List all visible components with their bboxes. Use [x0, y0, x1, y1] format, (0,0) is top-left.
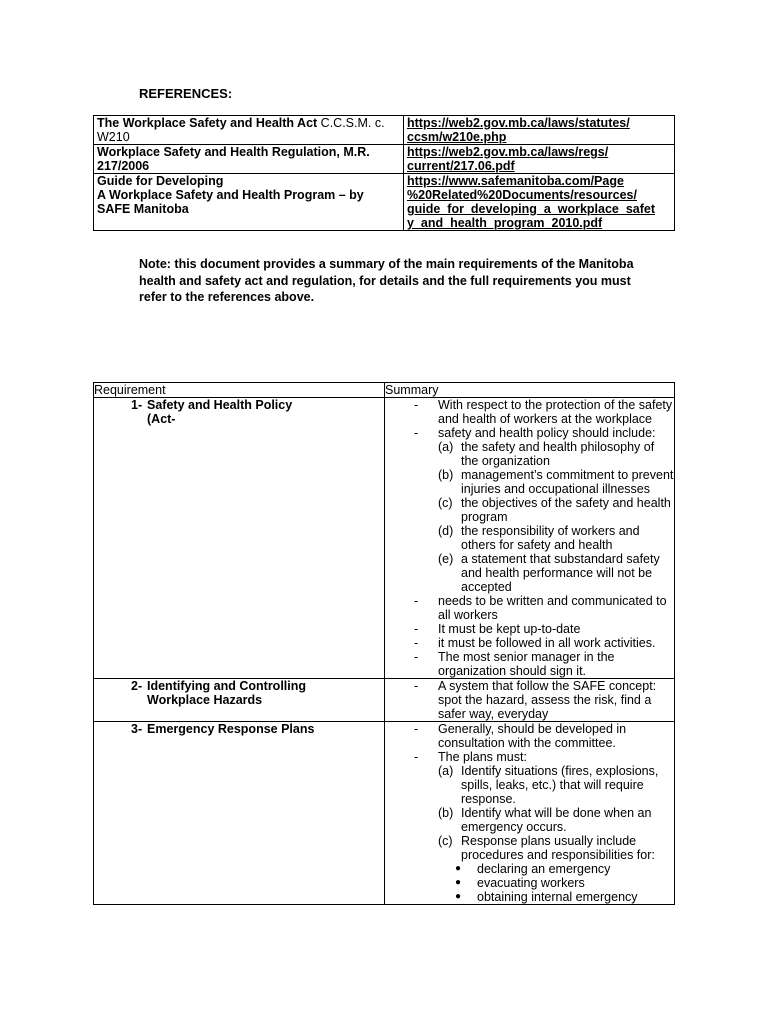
bullet-icon: ● [455, 863, 462, 874]
requirement-number: 1- [131, 398, 143, 412]
list-item: - safety and health policy should include: [414, 426, 656, 440]
header-summary: Summary [385, 383, 675, 398]
header-requirement: Requirement [94, 383, 385, 398]
list-item: (d) the responsibility of workers and others for safety and health [438, 524, 640, 552]
requirement-number: 2- [131, 679, 143, 693]
table-row [94, 722, 675, 905]
list-item: - it must be followed in all work activities. [414, 636, 656, 650]
list-item: (e) a statement that substandard safety and health performance will not be accepted [438, 552, 660, 594]
reference-link[interactable]: https://web2.gov.mb.ca/laws/regs/ current/217.06.pdf [404, 145, 675, 174]
bullet-icon: ● [455, 891, 462, 902]
requirement-number: 3- [131, 722, 143, 736]
list-item: - Generally, should be developed in consultation with the committee. [414, 722, 627, 750]
table-row [94, 174, 675, 231]
list-item: ● declaring an emergency [455, 862, 611, 876]
list-item: - It must be kept up-to-date [414, 622, 581, 636]
summary-cell [385, 398, 675, 679]
list-item: ● obtaining internal emergency [455, 890, 638, 904]
table-header-row [94, 383, 675, 398]
list-item: (a) Identify situations (fires, explosions, spills, leaks, etc.) that will require response. [438, 764, 659, 806]
list-item: - A system that follow the SAFE concept: spot the hazard, assess the risk, find a safer way, everyday [414, 679, 657, 721]
table-row [94, 398, 675, 679]
summary-cell [385, 679, 675, 722]
requirement-title: Emergency Response Plans [147, 722, 315, 736]
reference-title: The Workplace Safety and Health Act C.C.S.M. c. W210 [94, 116, 404, 145]
list-item: - The most senior manager in the organization should sign it. [414, 650, 615, 678]
list-item: (b) management’s commitment to prevent injuries and occupational illnesses [438, 468, 674, 496]
requirement-cell [94, 722, 385, 905]
requirements-table [93, 382, 675, 905]
requirement-title: Safety and Health Policy (Act- [147, 398, 293, 426]
reference-title: Guide for Developing A Workplace Safety and Health Program – by SAFE Manitoba [94, 174, 404, 231]
table-row [94, 145, 675, 174]
list-item: (c) Response plans usually include procedures and responsibilities for: [438, 834, 655, 862]
bullet-icon: ● [455, 877, 462, 888]
references-table [93, 115, 675, 231]
requirement-cell [94, 679, 385, 722]
requirement-cell [94, 398, 385, 679]
summary-cell [385, 722, 675, 905]
table-row [94, 679, 675, 722]
reference-link[interactable]: https://www.safemanitoba.com/Page %20Related%20Documents/resources/ guide_for_developing_a_workplace_safet y_and_health_program_2010.pdf [404, 174, 675, 231]
list-item: (a) the safety and health philosophy of the organization [438, 440, 655, 468]
list-item: (b) Identify what will be done when an emergency occurs. [438, 806, 652, 834]
list-item: - With respect to the protection of the safety and health of workers at the workplace [414, 398, 673, 426]
table-row [94, 116, 675, 145]
note-paragraph: Note: this document provides a summary of the main requirements of the Manitoba health and safety act and regulation, for details and the full requirements you must refer to the references above. [139, 257, 634, 304]
list-item: - The plans must: [414, 750, 527, 764]
list-item: (c) the objectives of the safety and health program [438, 496, 671, 524]
list-item: ● evacuating workers [455, 876, 585, 890]
references-heading: REFERENCES: [139, 86, 233, 101]
reference-title: Workplace Safety and Health Regulation, M.R. 217/2006 [94, 145, 404, 174]
list-item: - needs to be written and communicated to all workers [414, 594, 667, 622]
requirement-title: Identifying and Controlling Workplace Hazards [147, 679, 307, 707]
reference-link[interactable]: https://web2.gov.mb.ca/laws/statutes/ ccsm/w210e.php [404, 116, 675, 145]
